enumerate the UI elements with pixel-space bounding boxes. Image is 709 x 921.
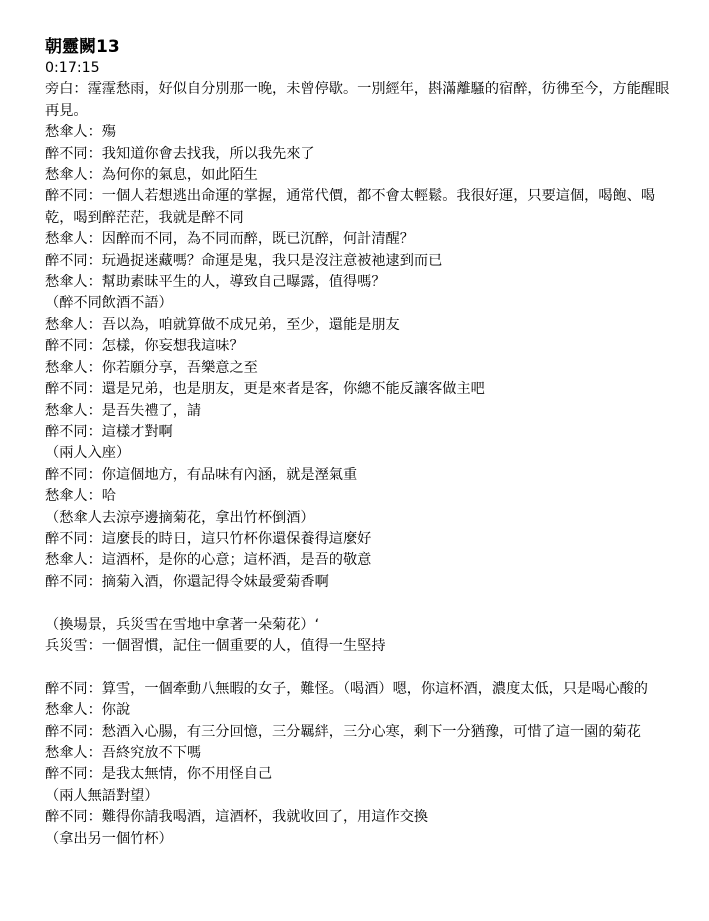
script-line: 愁傘人：幫助素昧平生的人，導致自己曝露，值得嗎？: [45, 274, 386, 291]
script-line: 醉不同：算雪，一個牽動八無暇的女子，難怪。（喝酒）嗯，你這杯酒，濃度太低，只是喝心酸的: [45, 680, 648, 697]
script-line: 醉不同：怎樣，你妄想我這味？: [45, 338, 244, 355]
script-lines: [45, 58, 677, 850]
script-line: 愁傘人：因醉而不同，為不同而醉，既已沉醉，何計清醒？: [45, 231, 414, 248]
script-line: 愁傘人：你說: [45, 702, 131, 719]
script-line: 醉不同：一個人若想逃出命運的掌握，通常代價，都不會太輕鬆。我很好運，只要這個，喝飽、喝乾，喝到醉茫茫，我就是醉不同: [45, 188, 656, 226]
script-line: 醉不同：愁酒入心腸，有三分回憶，三分羈絆，三分心寒，剩下一分猶豫，可惜了這一園的菊花: [45, 723, 641, 740]
script-line: （兩人無語對望）: [45, 787, 159, 804]
script-line: 愁傘人：這酒杯，是你的心意；這杯酒，是吾的敬意: [45, 552, 372, 569]
script-line: 愁傘人：吾以為，咱就算做不成兄弟，至少，還能是朋友: [45, 316, 400, 333]
script-line: 旁白：霪霪愁雨，好似自分別那一晚，未曾停歇。一別經年，斟滿離騷的宿醉，彷彿至今，方能醒眼再見。: [45, 81, 670, 119]
script-line: （換場景，兵災雪在雪地中拿著一朵菊花）‘: [45, 616, 320, 633]
script-line: （愁傘人去涼亭邊摘菊花，拿出竹杯倒酒）: [45, 509, 315, 526]
script-line: 愁傘人：是吾失禮了，請: [45, 402, 202, 419]
script-line: 愁傘人：殤: [45, 124, 116, 141]
document-title: 朝靈闕13: [45, 37, 120, 57]
blank-line: [45, 593, 677, 614]
script-line: （兩人入座）: [45, 445, 131, 462]
script-line: 兵災雪：一個習慣，記住一個重要的人，值得一生堅持: [45, 637, 386, 654]
script-line: 愁傘人：你若願分享，吾樂意之至: [45, 359, 258, 376]
document-body: [45, 36, 677, 850]
script-line: 醉不同：難得你請我喝酒，這酒杯，我就收回了，用這作交換: [45, 809, 429, 826]
script-line: 醉不同：我知道你會去找我，所以我先來了: [45, 145, 315, 162]
script-line: （醉不同飲酒不語）: [45, 295, 173, 312]
script-line: 醉不同：這麼長的時日，這只竹杯你還保養得這麼好: [45, 530, 372, 547]
script-line: 愁傘人：為何你的氣息，如此陌生: [45, 167, 258, 184]
script-line: 愁傘人：哈: [45, 488, 116, 505]
script-line: 醉不同：這樣才對啊: [45, 423, 173, 440]
blank-line: [45, 657, 677, 678]
script-line: 醉不同：還是兄弟，也是朋友，更是來者是客，你總不能反讓客做主吧: [45, 381, 485, 398]
script-line: 醉不同：你這個地方，有品味有內涵，就是溼氣重: [45, 466, 358, 483]
script-line: 醉不同：是我太無情，你不用怪自己: [45, 766, 273, 783]
script-line: 醉不同：摘菊入酒，你還記得令妹最愛菊香啊: [45, 573, 329, 590]
script-line: 0:17:15: [45, 60, 100, 76]
script-line: 愁傘人：吾終究放不下嗎: [45, 744, 202, 761]
script-line: 醉不同：玩過捉迷藏嗎？命運是鬼，我只是沒注意被祂逮到而已: [45, 252, 443, 269]
script-line: （拿出另一個竹杯）: [45, 830, 173, 847]
